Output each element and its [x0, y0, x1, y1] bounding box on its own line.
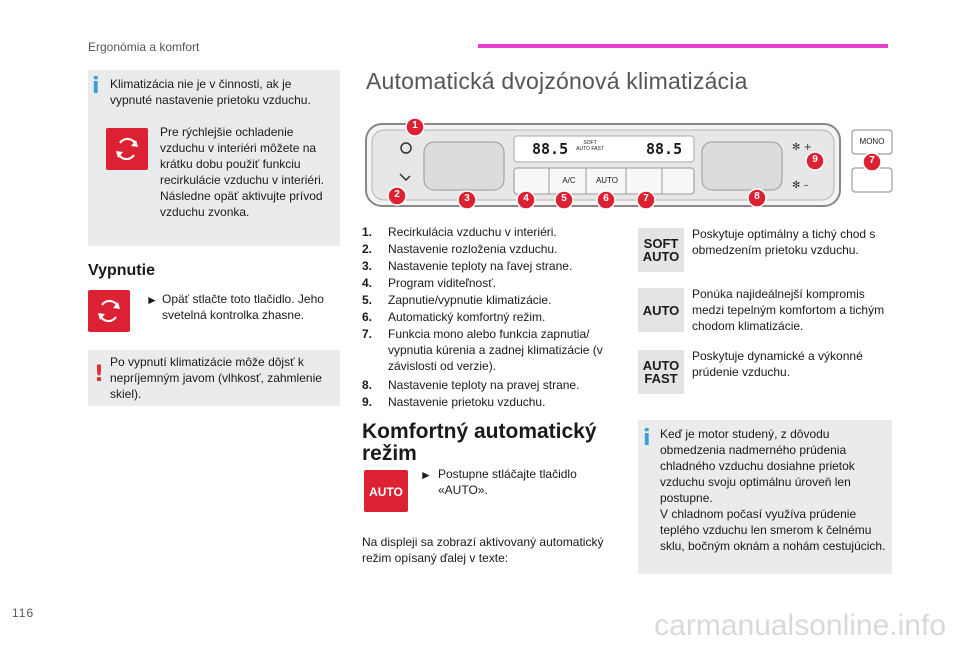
display-mode-indicator: SOFT AUTO FAST: [576, 140, 604, 152]
warning-icon: !: [94, 362, 105, 387]
callout-7: 7: [643, 193, 649, 204]
auto-tile: AUTO: [638, 288, 684, 332]
callout-3: 3: [464, 193, 470, 204]
auto-fast-text: Poskytuje dynamické a výkonné prúdenie vzduchu.: [692, 349, 863, 379]
callout-9: 9: [812, 154, 818, 165]
list-item: 4. Program viditeľnosť.: [362, 276, 497, 290]
info-text: Klimatizácia nie je v činnosti, ak je vypnuté nastavenie prietoku vzduchu.: [110, 77, 311, 107]
bullet-arrow: ►: [146, 293, 158, 307]
recirculation-tile: [106, 128, 148, 170]
callout-1: 1: [412, 120, 418, 131]
info-icon: i: [92, 74, 100, 99]
bullet-arrow: ►: [420, 468, 432, 482]
section-header: Ergonómia a komfort: [88, 40, 200, 54]
recirculation-off-tile: [88, 290, 130, 332]
list-item: 2. Nastavenie rozloženia vzduchu.: [362, 242, 558, 256]
display-note-text: Na displeji sa zobrazí aktivovaný automatický režim opísaný ďalej v texte:: [362, 535, 604, 565]
callout-7-mono: 7: [869, 155, 875, 166]
watermark: carmanualsonline.info: [654, 609, 946, 642]
cold-engine-note-text: Keď je motor studený, z dôvodu obmedzenia nadmerného prúdenia chladného vzduchu dosiahne prietok vzduchu svoju optimálnu úroveň len postupne. V chladnom počasí využíva prúdenie teplého vzduchu len smerom k čelnému sklu, bočným oknám a nohám cestujúcich.: [660, 427, 886, 553]
header-accent-bar: [478, 44, 888, 48]
komfort-heading-line1: Komfortný automatický: [362, 420, 597, 443]
climate-control-panel: [364, 112, 894, 214]
callout-2: 2: [394, 189, 400, 200]
mono-button[interactable]: MONO: [859, 137, 885, 146]
list-item: 3. Nastavenie teploty na ľavej strane.: [362, 259, 573, 273]
list-item: 5. Zapnutie/vypnutie klimatizácie.: [362, 293, 552, 307]
svg-text:✻ +: ✻ +: [792, 142, 812, 153]
list-item: 7. Funkcia mono alebo funkcia zapnutia/ vypnutia kúrenia a zadnej klimatizácie (v závislosti od verzie).: [362, 327, 603, 373]
page-title: Automatická dvojzónová klimatizácia: [366, 68, 748, 94]
svg-text:✻ –: ✻ –: [792, 180, 809, 191]
callout-5: 5: [561, 193, 567, 204]
auto-text: Ponúka najideálnejší kompromis medzi tepelným komfortom a tichým chodom klimatizácie.: [692, 287, 885, 333]
info-box: [88, 70, 340, 246]
display-temp-left: 88.5: [532, 140, 569, 158]
auto-fast-tile: AUTO FAST: [638, 350, 684, 394]
recirculation-icon: [106, 128, 148, 170]
callout-4: 4: [523, 193, 529, 204]
komfort-step-text: Postupne stláčajte tlačidlo «AUTO».: [438, 467, 577, 497]
auto-button[interactable]: AUTO: [595, 176, 619, 185]
page-number: 116: [12, 606, 35, 620]
warning-text: Po vypnutí klimatizácie môže dôjsť k nepríjemným javom (vlhkosť, zahmlenie skiel).: [110, 355, 322, 401]
soft-auto-tile: SOFT AUTO: [638, 228, 684, 272]
callout-6: 6: [603, 193, 609, 204]
list-item: 1. Recirkulácia vzduchu v interiéri.: [362, 225, 557, 239]
list-item: 9. Nastavenie prietoku vzduchu.: [362, 395, 546, 409]
auto-red-tile: AUTO: [364, 470, 408, 512]
callout-8: 8: [754, 191, 760, 202]
info-icon: i: [643, 426, 651, 451]
warning-box: [88, 350, 340, 406]
vypnutie-text: Opäť stlačte toto tlačidlo. Jeho svetelná kontrolka zhasne.: [162, 292, 324, 322]
list-item: 6. Automatický komfortný režim.: [362, 310, 546, 324]
display-temp-right: 88.5: [646, 140, 683, 158]
recirculation-text: Pre rýchlejšie ochladenie vzduchu v interiéri môžete na krátku dobu použiť funkciu recirkulácie vzduchu v interiéri. Následne opäť aktivujte prívod vzduchu zvonka.: [160, 125, 325, 219]
soft-auto-text: Poskytuje optimálny a tichý chod s obmedzením prietoku vzduchu.: [692, 227, 876, 257]
vypnutie-heading: Vypnutie: [88, 262, 155, 279]
ac-button[interactable]: A/C: [562, 176, 576, 185]
komfort-heading-line2: režim: [362, 442, 417, 465]
cold-engine-note-box: [638, 420, 892, 574]
list-item: 8. Nastavenie teploty na pravej strane.: [362, 378, 580, 392]
recirculation-icon: [88, 290, 130, 332]
